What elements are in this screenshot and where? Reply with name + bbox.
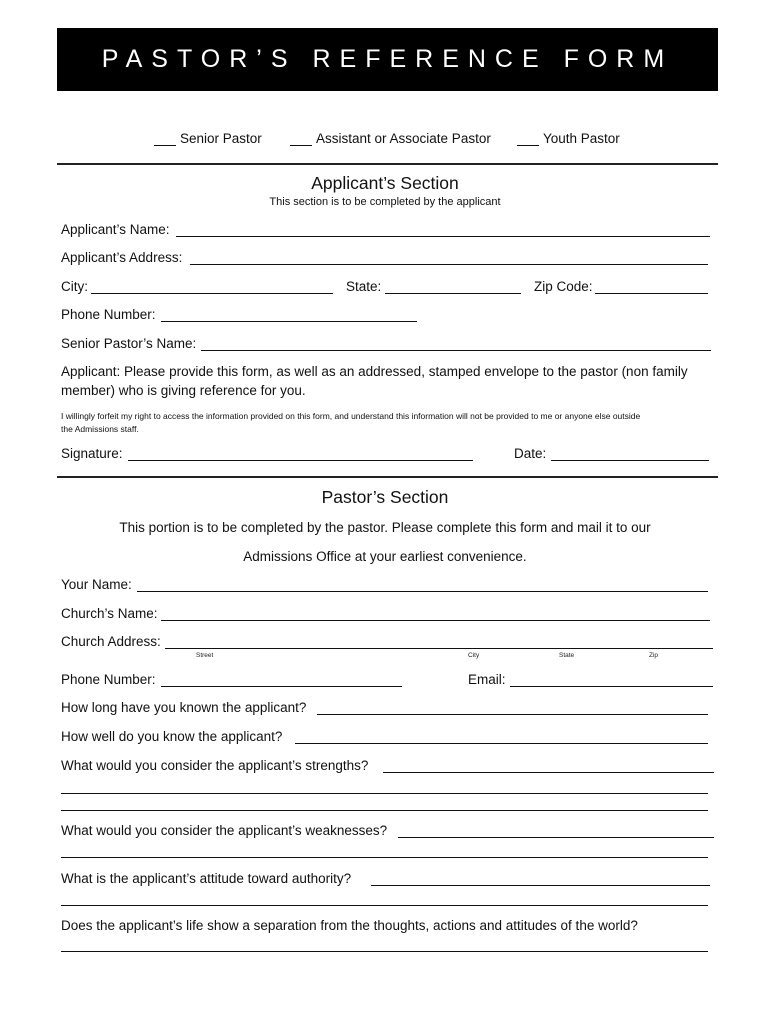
zip-label: Zip Code: [534,279,593,294]
senior-pastor-name-field[interactable] [201,336,711,351]
answer-strengths-line2[interactable] [61,779,708,794]
applicant-name-field[interactable] [176,222,710,237]
pastor-instruction-line1: This portion is to be completed by the pastor. Please complete this form and mail it to our [119,520,651,535]
question-how-long: How long have you known the applicant? [61,700,307,715]
your-name-field[interactable] [137,577,708,592]
answer-authority-line1[interactable] [371,871,710,886]
answer-authority-line2[interactable] [61,891,708,906]
applicant-section-subheading: This section is to be completed by the applicant [269,196,501,208]
date-label: Date: [514,446,547,461]
email-label: Email: [468,672,506,687]
address-hint-street: Street [196,652,214,659]
question-separation: Does the applicant’s life show a separation from the thoughts, actions and attitudes of the world? [61,918,638,933]
divider-top [57,163,718,165]
assistant-pastor-blank[interactable] [290,131,312,146]
applicant-instruction-line2: member) who is giving reference for you. [61,383,306,398]
address-hint-state: State [559,652,575,659]
city-field[interactable] [91,279,333,294]
state-field[interactable] [385,279,521,294]
youth-pastor-blank[interactable] [517,131,539,146]
youth-pastor-option: Youth Pastor [543,131,620,146]
applicant-address-label: Applicant’s Address: [61,250,183,265]
answer-separation-line1[interactable] [61,937,708,952]
pastor-phone-field[interactable] [161,672,402,687]
applicant-name-label: Applicant’s Name: [61,222,170,237]
church-address-field[interactable] [165,634,713,649]
question-strengths: What would you consider the applicant’s strengths? [61,758,369,773]
date-field[interactable] [551,446,709,461]
answer-weaknesses-line2[interactable] [61,843,708,858]
applicant-phone-label: Phone Number: [61,307,156,322]
question-weaknesses: What would you consider the applicant’s weaknesses? [61,823,388,838]
form-title: PASTOR’S REFERENCE FORM [57,28,718,91]
question-authority: What is the applicant’s attitude toward authority? [61,871,352,886]
signature-label: Signature: [61,446,123,461]
answer-weaknesses-line1[interactable] [398,823,714,838]
church-name-field[interactable] [161,606,710,621]
waiver-line1: I willingly forfeit my right to access the information provided on this form, and understand this information will not be provided to me or anyone else outside [61,411,641,421]
answer-strengths-line3[interactable] [61,796,708,811]
church-name-label: Church’s Name: [61,606,158,621]
assistant-pastor-option: Assistant or Associate Pastor [316,131,491,146]
answer-strengths-line1[interactable] [383,758,714,773]
senior-pastor-name-label: Senior Pastor’s Name: [61,336,197,351]
pastor-instruction-line2: Admissions Office at your earliest convenience. [243,549,527,564]
applicant-section-heading: Applicant’s Section [311,173,459,193]
question-how-well: How well do you know the applicant? [61,729,283,744]
divider-middle [57,476,718,478]
zip-field[interactable] [595,279,708,294]
applicant-phone-field[interactable] [161,307,417,322]
city-label: City: [61,279,88,294]
pastor-section-heading: Pastor’s Section [321,487,449,507]
state-label: State: [346,279,382,294]
applicant-address-field[interactable] [190,250,708,265]
address-hint-zip: Zip [649,652,659,659]
signature-field[interactable] [128,446,473,461]
answer-how-well[interactable] [295,729,708,744]
waiver-line2: the Admissions staff. [61,424,139,434]
church-address-label: Church Address: [61,634,161,649]
address-hint-city: City [468,652,480,659]
answer-how-long[interactable] [317,700,708,715]
email-field[interactable] [510,672,713,687]
your-name-label: Your Name: [61,577,132,592]
pastor-phone-label: Phone Number: [61,672,156,687]
applicant-instruction-line1: Applicant: Please provide this form, as well as an addressed, stamped envelope to the pastor (non family [61,364,688,379]
senior-pastor-blank[interactable] [154,131,176,146]
senior-pastor-option: Senior Pastor [180,131,262,146]
